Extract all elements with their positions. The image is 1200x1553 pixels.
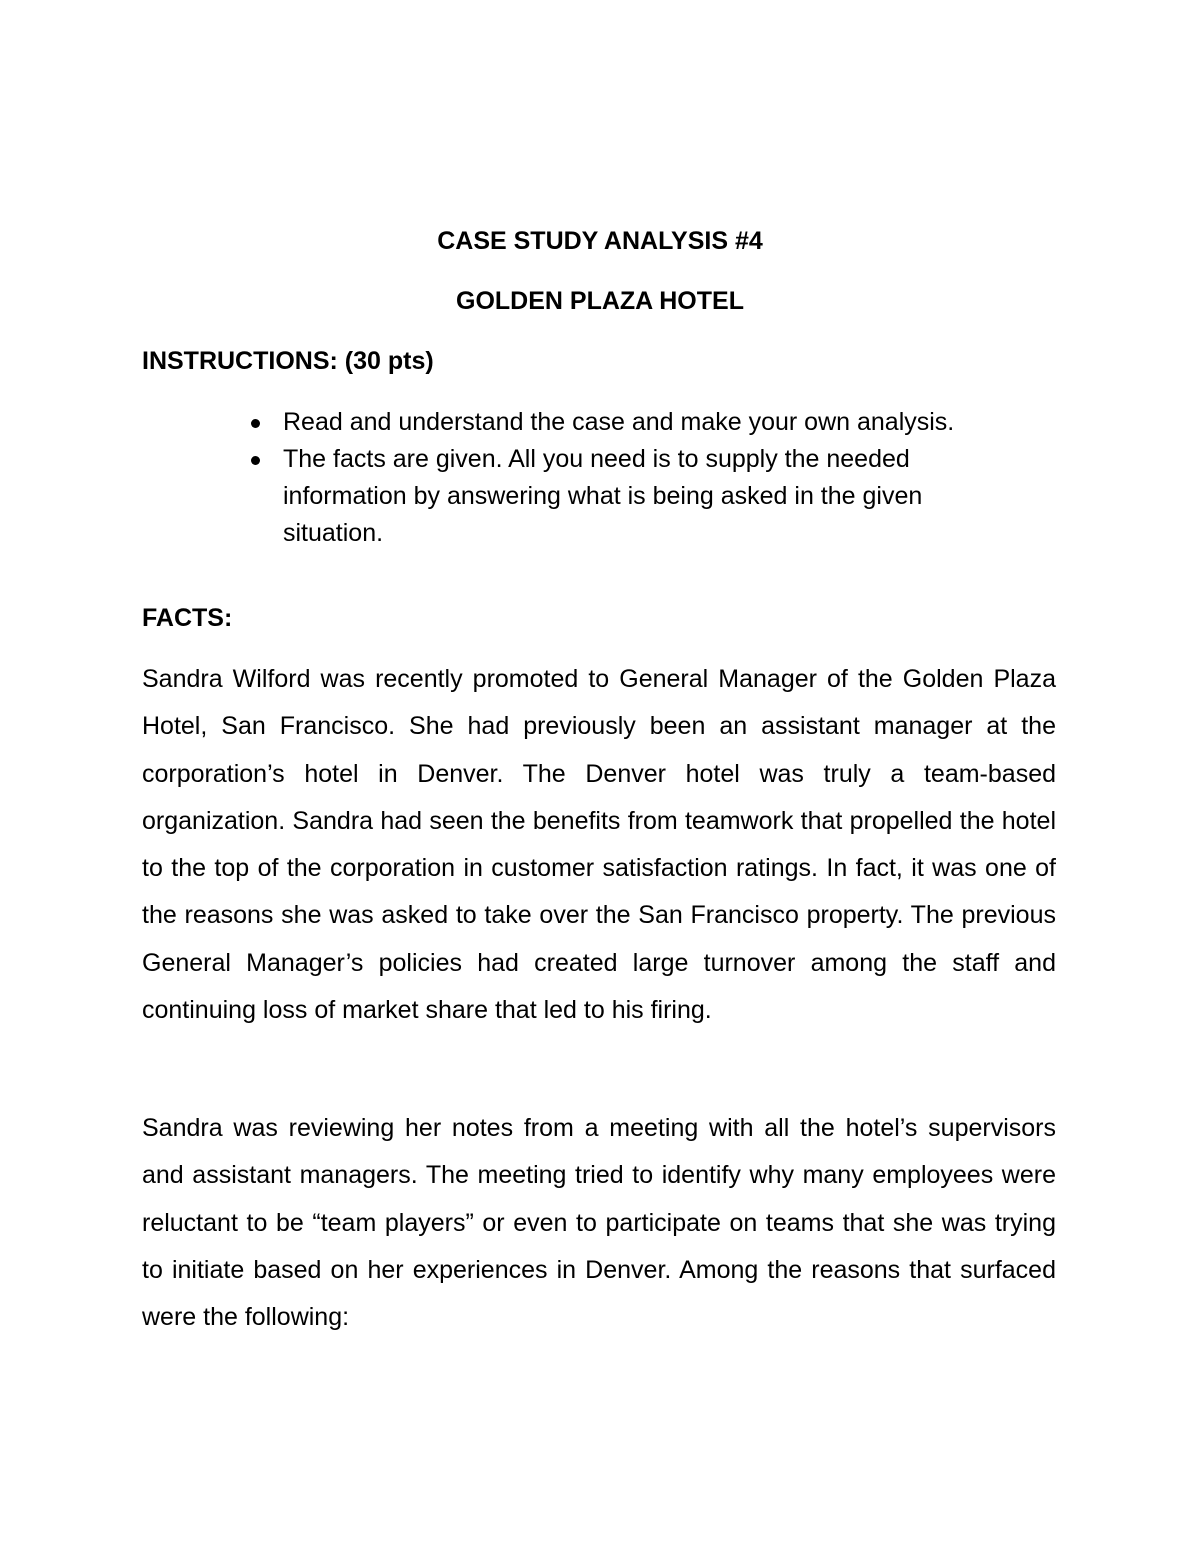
bullet-icon [251, 456, 260, 465]
list-item [142, 441, 1042, 552]
instruction-text: Read and understand the case and make your own analysis. [283, 408, 955, 436]
document-subtitle: GOLDEN PLAZA HOTEL [456, 287, 744, 315]
facts-paragraph: Sandra Wilford was recently promoted to General Manager of the Golden Plaza Hotel, San Francisco. She had previously been an assistant manager at the corporation’s hotel in Denver. The Denver hotel was truly a team-based organization. Sandra had seen the benefits from teamwork that propelled the hotel to the top of the corporation in customer satisfaction ratings. In fact, it was one of the reasons she was asked to take over the San Francisco property. The previous General Manager’s policies had created large turnover among the staff and continuing loss of market share that led to his firing. [142, 665, 1056, 1025]
instructions-list [142, 404, 1042, 552]
instruction-text: The facts are given. All you need is to supply the needed information by answering what is being asked in the given situation. [283, 445, 923, 547]
bullet-icon [251, 419, 260, 428]
facts-heading: FACTS: [142, 604, 233, 632]
list-item [142, 404, 1042, 441]
facts-paragraph: Sandra was reviewing her notes from a meeting with all the hotel’s supervisors and assistant managers. The meeting tried to identify why many employees were reluctant to be “team players” or even to participate on teams that she was trying to initiate based on her experiences in Denver. Among the reasons that surfaced were the following: [142, 1114, 1056, 1332]
document-title: CASE STUDY ANALYSIS #4 [437, 227, 763, 255]
instructions-heading: INSTRUCTIONS: (30 pts) [142, 347, 434, 375]
